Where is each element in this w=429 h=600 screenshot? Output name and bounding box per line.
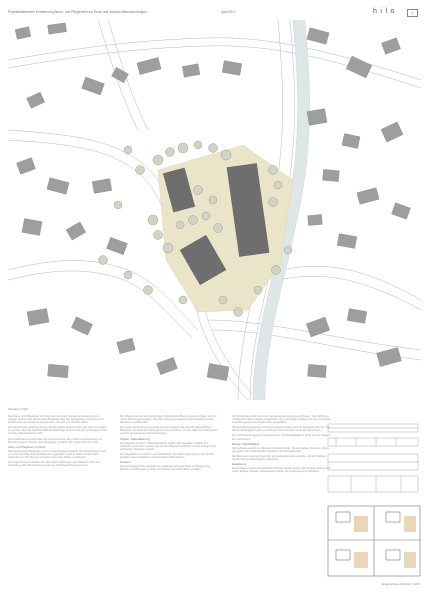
section-heading: Struktur / Materialisierung	[120, 437, 150, 441]
paragraph: Die Erschliessung erfolgt über die Quartierstrasse. Die Zufahrt für Anlieferung und Besucher liegt im Norden, die Fussgänger erreichen die Anlage über den Park.	[8, 437, 102, 444]
paragraph: Der grosszügige Park verbindet die Gebäude und bietet Raum für Begegnung, Erholung und Bewegung. Wege und Plätze sind hindernisfrei gestaltet.	[120, 465, 211, 472]
section-heading: Etappierung	[232, 463, 246, 467]
paragraph: Die Erdgeschosse enthalten die öffentlichen Nutzungen wie Cafeteria, Saal und Verwaltung. Die Obergeschosse nehmen die Pflegewohngruppen auf.	[8, 461, 100, 468]
text-column-3	[232, 415, 332, 475]
text-column-2	[120, 415, 220, 473]
paragraph: Die Gebäude werden in Massivbauweise erstellt. Die Fassaden erhalten eine Verkleidung aus Holz, welche sich mit dem Bestand verbindet und der Anlage einen wohnlichen Charakter verleiht.	[120, 441, 217, 451]
paragraph: Die Erschliessungszonen sind grosszügig bemessen und mit Tageslicht versorgt. Sie dienen als Begegnungsorte und fördern den Austausch unter den Bewohnern.	[232, 426, 330, 433]
elevation-sketches	[326, 420, 422, 498]
room-fills	[354, 516, 416, 568]
site-plan-caption: Situation 1:500	[8, 407, 29, 411]
section-heading: Freiraum	[120, 461, 131, 465]
text-column-1	[8, 415, 108, 469]
paragraph: Die Wärmeerzeugung erfolgt über eine Erdsondenwärmepumpe. Auf den Dächern werden Photovoltaikanlagen vorgesehen.	[232, 454, 327, 462]
paragraph: Das bestehende Gebäude und der Neubau bilden ein Ensemble. Die Volumen werden so gesetzt, dass die Nachbarschaft berücksichtigt wird und sich ein grosszügiger Park mit altem Baumbestand ergibt.	[8, 426, 108, 436]
floor-plan-drawing	[326, 504, 422, 580]
paragraph: Die Tragstruktur ist einfach und wirtschaftlich. Die Wohnungen lassen sich flexibel einteilen und ermöglichen unterschiedliche Wohnformen.	[120, 452, 214, 460]
paragraph: Die Anlage wird von Grün durchzogen. Bestehende Bäume werden erhalten und mit neuen Pflanzungen ergänzt. Der Park bietet verschiedene Aufenthaltsbereiche für Bewohner und Besucher.	[120, 415, 217, 425]
project-title: Projektwettbewerb Erweiterung Alters- und Pflegeheim zur Rose und Neubau Alterswohnungen	[8, 10, 147, 14]
paragraph: Die Nebenräume liegen im Untergeschoss. Die Einstellhalle ist direkt von der Strasse her erschlossen.	[232, 434, 330, 441]
site-plan	[8, 20, 421, 400]
site-plan-drawing	[8, 20, 421, 400]
office-logo: hilo	[373, 8, 398, 15]
paragraph: Die Erweiterung kann bei laufendem Betrieb erstellt werden. Der Neubau wird in einer ersten Etappe realisiert, anschliessend folgen die Anpassungen im Bestand.	[232, 467, 331, 474]
section-heading: Energie / Nachhaltigkeit	[232, 442, 260, 446]
paragraph: Die neuen Alterswohnungen ergänzen das Angebot. Sie sind als eigenständiger Baukörper am Rand des Parks gesetzt und profitieren von der Nähe zum Pflegeheim und den gemeinsamen Dienstleistungen.	[120, 426, 218, 436]
page-number: 1	[407, 9, 418, 17]
paragraph: Die Gebäude werden im Minergie-Standard erstellt. Die kompakten Volumen und die gut gedämmte Gebäudehülle reduzieren den Energiebedarf.	[232, 446, 330, 453]
section-heading: Alters- und Pflegeheim zur Rose	[8, 445, 46, 449]
project-date: April 2017	[221, 10, 236, 14]
paragraph: Der Alters- und Pflegeheim zur Rose wird mit einem Neubau als Erweiterung im Quartier ergänzt. Die Setzung der Baukörper folgt den bestehenden Strukturen und schafft einen gemeinsamen Aussenraum, der sich zum Dorf hin öffnet.	[8, 415, 104, 425]
elevation-drawings	[326, 420, 422, 498]
floor-plans	[326, 504, 422, 580]
paragraph: Die Wohnungen sind über einen gemeinsamen Zugang erschlossen. Jede Wohnung verfügt über einen privaten Aussenraum, der nach Süden orientiert ist. Die Grundrisse sind altersgerecht und hindernisfrei ausgebildet.	[232, 415, 331, 425]
floor-plan-caption: Erdgeschoss Wohnen 1:100	[382, 582, 420, 586]
paragraph: Das bestehende Pflegeheim wird um einen Neubau erweitert. Die Wohngruppen sind um einen zentralen Aufenthaltsbereich organisiert, welcher direkt mit dem Park verbunden ist. Die Zimmer orientieren sich nach Süden und Westen.	[8, 449, 106, 460]
page-header	[8, 10, 421, 20]
